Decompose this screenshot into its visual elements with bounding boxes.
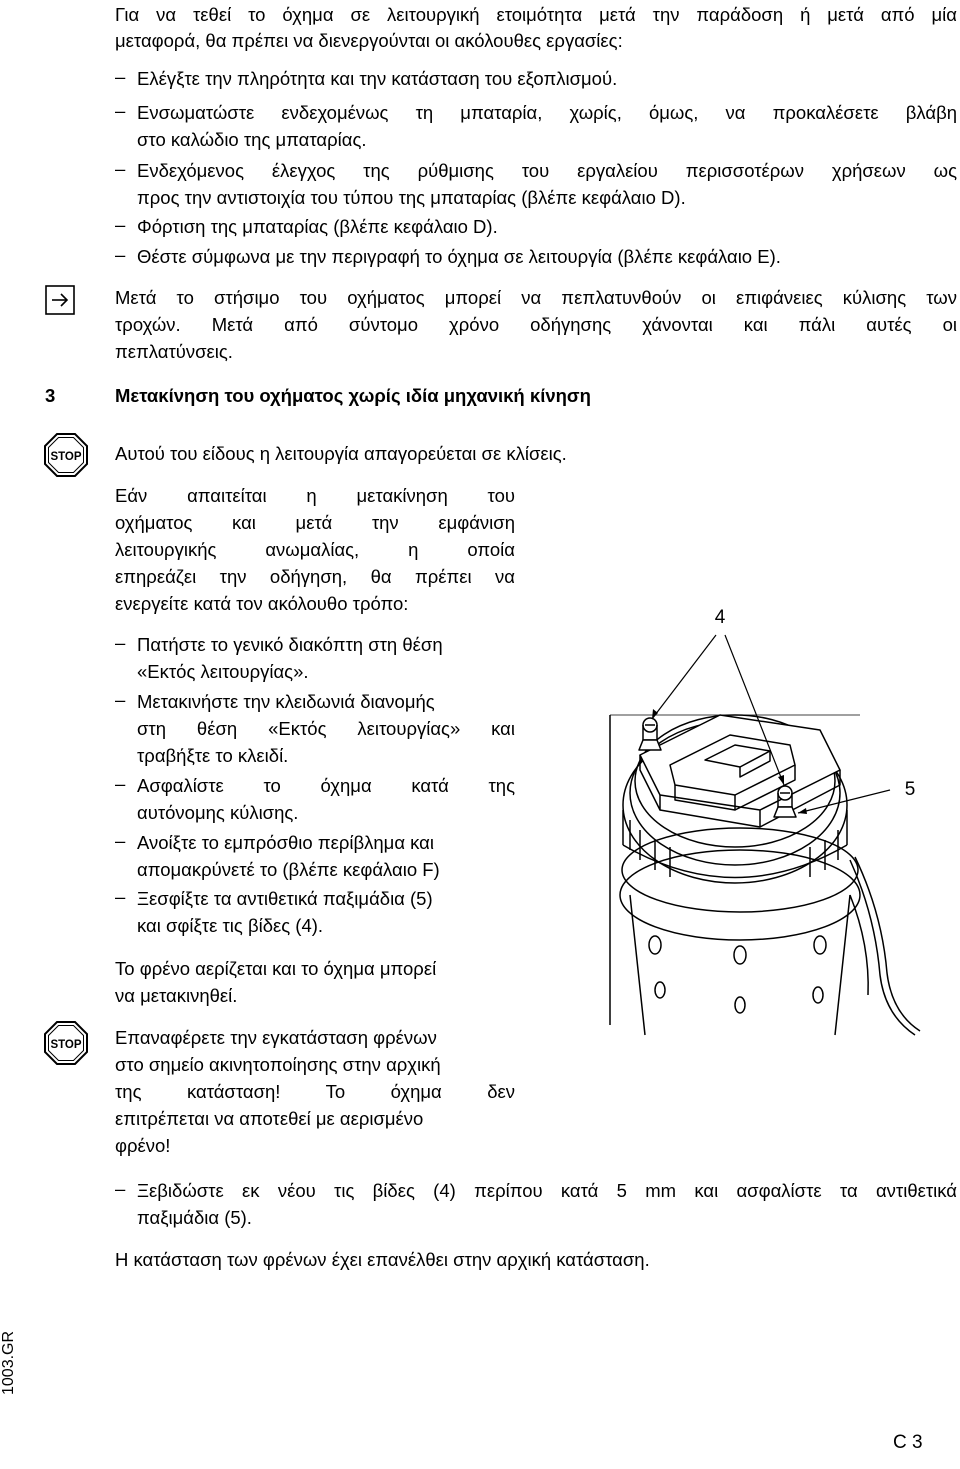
- paragraph-line: λειτουργικής ανωμαλίας, η οποία: [115, 539, 515, 560]
- paragraph-line: οχήματος και μετά την εμφάνιση: [115, 512, 515, 533]
- result-line-2: να μετακινηθεί.: [115, 985, 238, 1006]
- stop-icon: [43, 432, 89, 478]
- paragraph-line: Εάν απαιτείται η μετακίνηση του: [115, 485, 515, 506]
- step-item: Ασφαλίστε το όχημα κατά της: [137, 775, 515, 796]
- list-item: Ενδεχόμενος έλεγχος της ρύθμισης του εργαλείου περισσοτέρων χρήσεων ως: [137, 160, 957, 181]
- section-title: Μετακίνηση του οχήματος χωρίς ιδία μηχανική κίνηση: [115, 385, 591, 406]
- list-item-cont: προς την αντιστοιχία του τύπου της μπαταρίας (βλέπε κεφάλαιο D).: [137, 187, 686, 208]
- list-dash: –: [115, 66, 126, 87]
- brake-assembly-figure: [520, 595, 950, 1045]
- stop-icon-text: STOP: [50, 1039, 82, 1051]
- note-line-2: τροχών. Μετά από σύντομο χρόνο οδήγησης χάνονται και πάλι αυτές οι: [115, 314, 957, 335]
- final-step-line-1: Ξεβιδώστε εκ νέου τις βίδες (4) περίπου κατά 5 mm και ασφαλίστε τα αντιθετικά: [137, 1180, 957, 1201]
- list-item: Φόρτιση της μπαταρίας (βλέπε κεφάλαιο D).: [137, 216, 498, 237]
- note-line-1: Μετά το στήσιμο του οχήματος μπορεί να πεπλατυνθούν οι επιφάνειες κύλισης των: [115, 287, 957, 308]
- final-step-line-2: παξιμάδια (5).: [137, 1207, 252, 1228]
- stop-icon-text: STOP: [50, 451, 82, 463]
- step-item-cont: τραβήξτε το κλειδί.: [137, 745, 289, 766]
- figure-label-4: 4: [714, 607, 726, 628]
- list-dash: –: [115, 100, 126, 121]
- list-dash: –: [115, 158, 126, 179]
- list-dash: –: [115, 830, 126, 851]
- step-item: Ανοίξτε το εμπρόσθιο περίβλημα και: [137, 832, 434, 853]
- list-dash: –: [115, 244, 126, 265]
- step-item-cont: στη θέση «Εκτός λειτουργίας» και: [137, 718, 515, 739]
- page-number: C 3: [893, 1432, 923, 1453]
- intro-line-2: μεταφορά, θα πρέπει να διενεργούνται οι ακόλουθες εργασίες:: [115, 30, 623, 51]
- warning-line: φρένο!: [115, 1135, 171, 1156]
- stop-icon: [43, 1020, 89, 1066]
- step-item: Μετακινήστε την κλειδωνιά διανομής: [137, 691, 435, 712]
- intro-line-1: Για να τεθεί το όχημα σε λειτουργική ετοιμότητα μετά την παράδοση ή μετά από μία: [115, 4, 957, 25]
- stop1-text: Αυτού του είδους η λειτουργία απαγορεύεται σε κλίσεις.: [115, 443, 567, 464]
- step-item: Πατήστε το γενικό διακόπτη στη θέση: [137, 634, 443, 655]
- doc-code: 1003.GR: [0, 1330, 17, 1395]
- list-item: Ελέγξτε την πληρότητα και την κατάσταση του εξοπλισμού.: [137, 68, 618, 89]
- list-dash: –: [115, 773, 126, 794]
- warning-line: Επαναφέρετε την εγκατάσταση φρένων: [115, 1027, 437, 1048]
- step-item-cont: αυτόνομης κύλισης.: [137, 802, 299, 823]
- note-line-3: πεπλατύνσεις.: [115, 341, 233, 362]
- arrow-note-icon: [45, 285, 75, 315]
- list-dash: –: [115, 214, 126, 235]
- list-dash: –: [115, 886, 126, 907]
- list-item: Θέστε σύμφωνα με την περιγραφή το όχημα σε λειτουργία (βλέπε κεφάλαιο E).: [137, 246, 781, 267]
- warning-line: επιτρέπεται να αποτεθεί με αερισμένο: [115, 1108, 424, 1129]
- list-dash: –: [115, 689, 126, 710]
- step-item-cont: «Εκτός λειτουργίας».: [137, 661, 309, 682]
- list-item-cont: στο καλώδιο της μπαταρίας.: [137, 129, 367, 150]
- step-item-cont: απομακρύνετέ το (βλέπε κεφάλαιο F): [137, 859, 440, 880]
- figure-label-5: 5: [904, 779, 916, 800]
- warning-line: στο σημείο ακινητοποίησης στην αρχική: [115, 1054, 441, 1075]
- paragraph-line: επηρεάζει την οδήγηση, θα πρέπει να: [115, 566, 515, 587]
- list-dash: –: [115, 632, 126, 653]
- final-text: Η κατάσταση των φρένων έχει επανέλθει στην αρχική κατάσταση.: [115, 1249, 650, 1270]
- list-item: Ενσωματώστε ενδεχομένως τη μπαταρία, χωρίς, όμως, να προκαλέσετε βλάβη: [137, 102, 957, 123]
- section-number: 3: [45, 385, 56, 406]
- warning-line: της κατάσταση! Το όχημα δεν: [115, 1081, 515, 1102]
- list-dash: –: [115, 1178, 126, 1199]
- step-item: Ξεσφίξτε τα αντιθετικά παξιμάδια (5): [137, 888, 433, 909]
- paragraph-line: ενεργείτε κατά τον ακόλουθο τρόπο:: [115, 593, 409, 614]
- step-item-cont: και σφίξτε τις βίδες (4).: [137, 915, 324, 936]
- result-line-1: Το φρένο αερίζεται και το όχημα μπορεί: [115, 958, 437, 979]
